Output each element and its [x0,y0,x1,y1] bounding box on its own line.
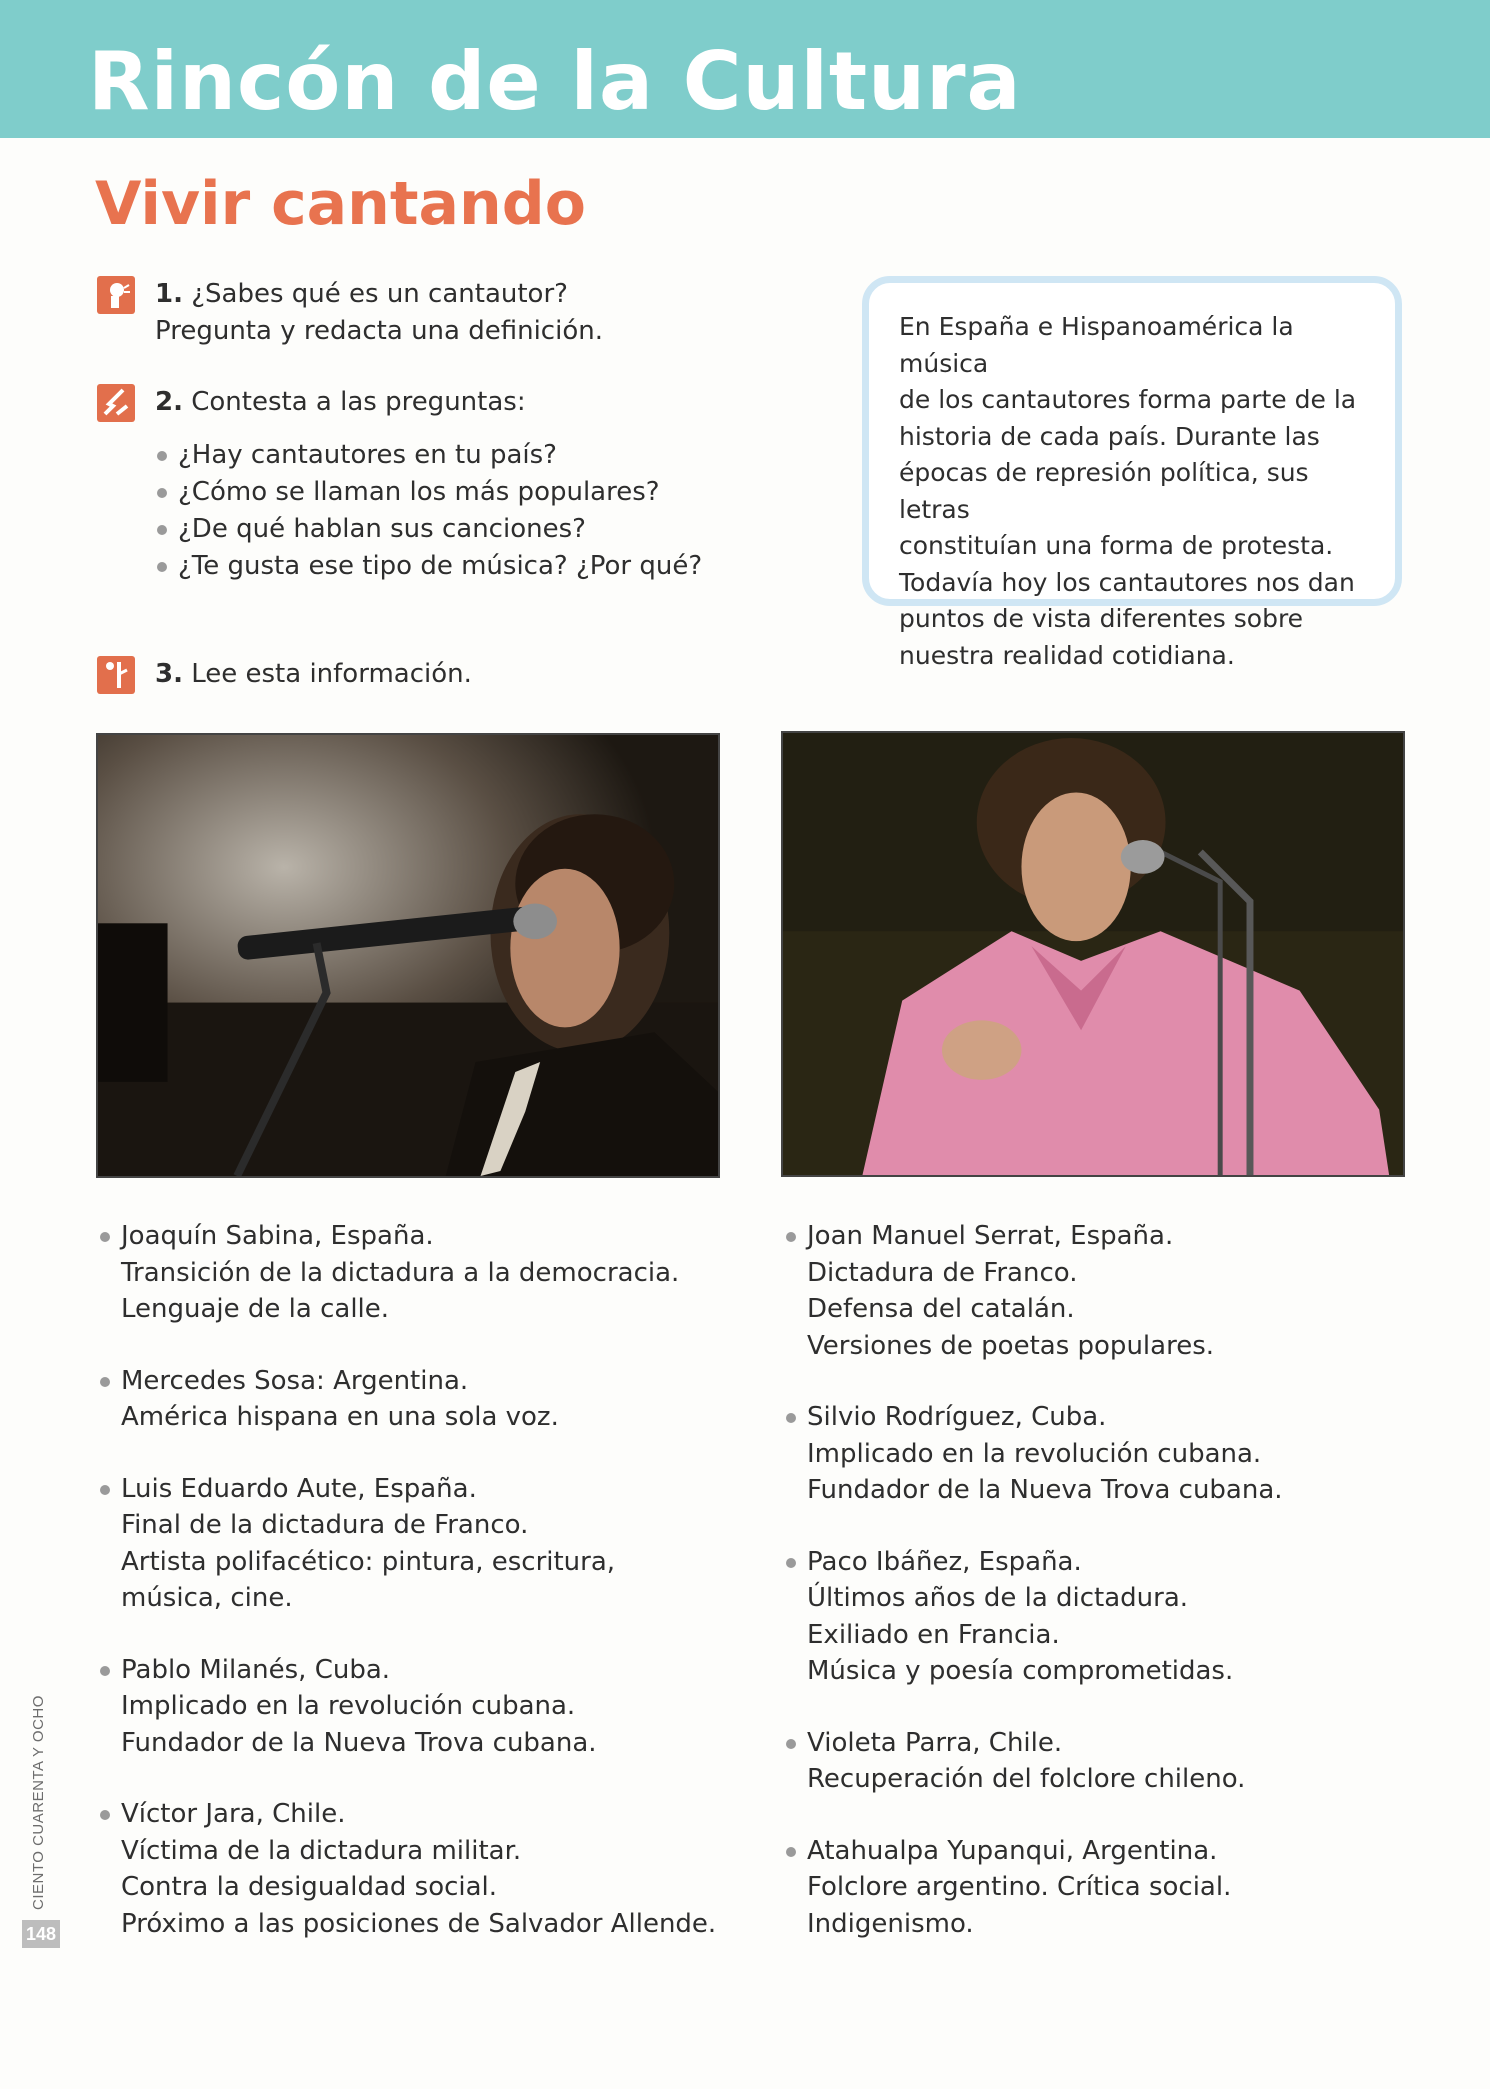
page-title: Rincón de la Cultura [88,35,1022,128]
list-item: Paco Ibáñez, España. Últimos años de la dictadura. Exiliado en Francia. Música y poesía comprometidas. [783,1544,1423,1690]
list-item: Pablo Milanés, Cuba. Implicado en la revolución cubana. Fundador de la Nueva Trova cubana. [97,1652,737,1762]
artist-list-left [97,1218,737,1942]
artist-list-right [783,1218,1423,1942]
listening-icon [97,656,135,694]
list-item: Atahualpa Yupanqui, Argentina. Folclore argentino. Crítica social. Indigenismo. [783,1833,1423,1943]
task-1-line-2: Pregunta y redacta una definición. [155,316,603,346]
speech-icon [97,276,135,314]
list-item: Mercedes Sosa: Argentina. América hispana en una sola voz. [97,1363,737,1436]
list-item: Joaquín Sabina, España. Transición de la dictadura a la democracia. Lenguaje de la calle. [97,1218,737,1328]
photo-singer-left [96,733,720,1178]
page-side-text: CIENTO CUARENTA Y OCHO [30,1695,47,1910]
task-2-line-1: Contesta a las preguntas: [191,387,526,417]
question-item: ¿Cómo se llaman los más populares? [155,474,702,511]
task-1-line-1: ¿Sabes qué es un cantautor? [191,279,568,309]
page-number: 148 [22,1920,60,1948]
list-item: Silvio Rodríguez, Cuba. Implicado en la revolución cubana. Fundador de la Nueva Trova cubana. [783,1399,1423,1509]
list-item: Luis Eduardo Aute, España. Final de la dictadura de Franco. Artista polifacético: pintura, escritura, música, cine. [97,1471,737,1617]
task-1: 1. ¿Sabes qué es un cantautor? Pregunta y redacta una definición. [155,279,603,346]
header-banner [0,0,1490,138]
list-item: Violeta Parra, Chile. Recuperación del folclore chileno. [783,1725,1423,1798]
photo-singer-right [781,731,1405,1177]
question-item: ¿Te gusta ese tipo de música? ¿Por qué? [155,548,702,585]
question-item: ¿De qué hablan sus canciones? [155,511,702,548]
task-3: 3. Lee esta información. [155,659,472,689]
info-box-text: En España e Hispanoamérica la música de los cantautores forma parte de la historia de cada país. Durante las épocas de represión política, sus letras constituían una forma de protesta. Todavía hoy los cantautores nos dan puntos de vista diferentes sobre nuestra realidad cotidiana. [899,312,1357,670]
thinking-icon [97,384,135,422]
question-list [155,437,702,585]
task-2: 2. Contesta a las preguntas: [155,387,526,417]
section-title: Vivir cantando [95,169,586,239]
list-item: Víctor Jara, Chile. Víctima de la dictadura militar. Contra la desigualdad social. Próximo a las posiciones de Salvador Allende. [97,1796,737,1942]
info-box [862,276,1402,670]
question-item: ¿Hay cantautores en tu país? [155,437,702,474]
task-3-line-1: Lee esta información. [191,659,472,689]
list-item: Joan Manuel Serrat, España. Dictadura de Franco. Defensa del catalán. Versiones de poetas populares. [783,1218,1423,1364]
